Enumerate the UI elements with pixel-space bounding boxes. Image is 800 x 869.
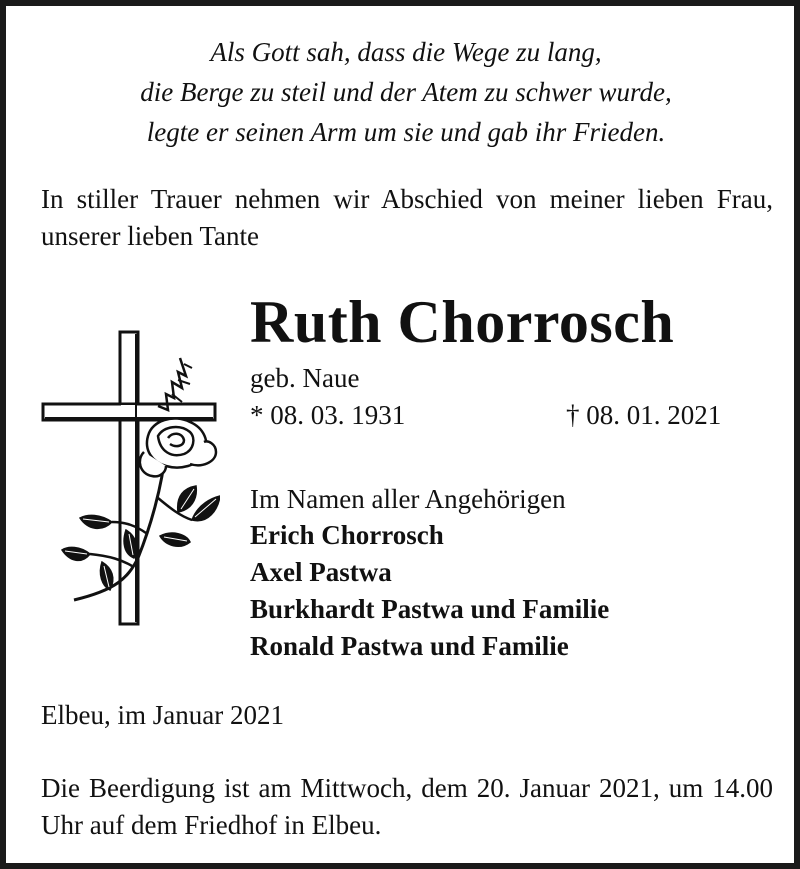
mourner-name: Axel Pastwa [250,557,392,587]
maiden-name: geb. Naue [250,363,360,393]
place-date: Elbeu, im Januar 2021 [41,700,284,730]
poem-line: die Berge zu steil und der Atem zu schwer wurde, [140,77,672,107]
funeral-details: Die Beerdigung ist am Mittwoch, dem 20. Januar 2021, um 14.00 Uhr auf dem Friedhof in Elbeu. [41,773,773,840]
mourner-name: Erich Chorrosch [250,520,444,550]
cross-with-rose-icon [40,328,220,628]
death-date: † 08. 01. 2021 [566,400,722,430]
mourner-name: Ronald Pastwa und Familie [250,631,569,661]
mourners-intro: Im Namen aller Angehörigen [250,484,566,514]
memorial-poem [6,32,800,152]
birth-date: * 08. 03. 1931 [250,400,406,430]
mourner-name: Burkhardt Pastwa und Familie [250,594,610,624]
mourners-list [250,517,609,665]
deceased-name: Ruth Chorrosch [250,289,675,355]
poem-line: legte er seinen Arm um sie und gab ihr Frieden. [146,117,666,147]
poem-line: Als Gott sah, dass die Wege zu lang, [210,37,602,67]
intro-text: In stiller Trauer nehmen wir Abschied von meiner lieben Frau, unserer lieben Tante [41,184,773,251]
